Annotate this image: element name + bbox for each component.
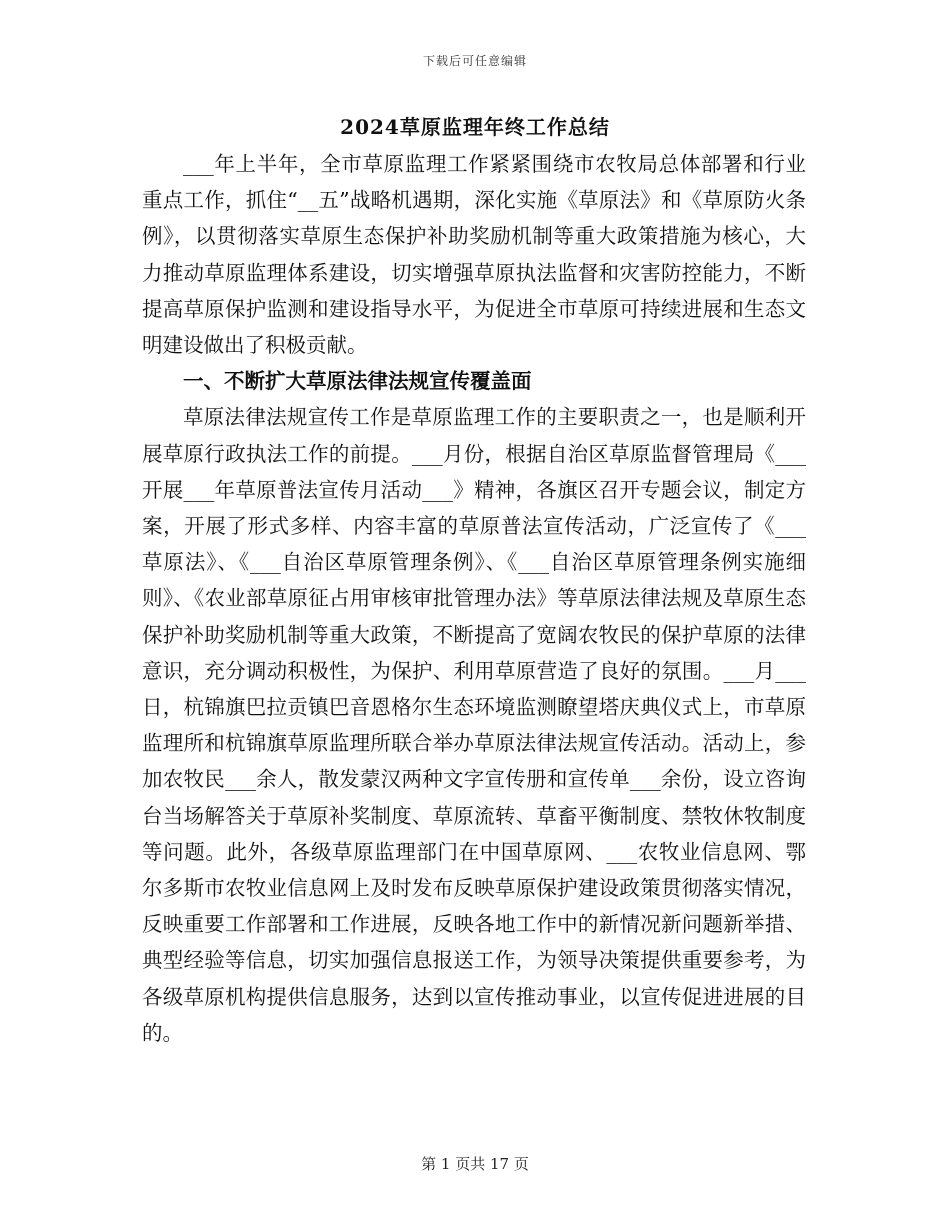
- intro-paragraph: ___年上半年，全市草原监理工作紧紧围绕市农牧局总体部署和行业重点工作，抓住“__五”战略机遇期，深化实施《草原法》和《草原防火条例》，以贯彻落实草原生态保护补助奖励机制等重大政策措施为核心，大力推动草原监理体系建设，切实增强草原执法监督和灾害防控能力，不断提高草原保护监测和建设指导水平，为促进全市草原可持续进展和生态文明建设做出了积极贡献。: [142, 152, 806, 358]
- section-heading: 一、不断扩大草原法律法规宣传覆盖面: [183, 369, 532, 394]
- header-note: 下载后可任意编辑: [422, 54, 527, 68]
- page-number: 第 1 页共 17 页: [421, 1155, 529, 1173]
- section-paragraph: 草原法律法规宣传工作是草原监理工作的主要职责之一，也是顺利开展草原行政执法工作的前提。___月份，根据自治区草原监督管理局《___开展___年草原普法宣传月活动___》精神，各旗区召开专题会议，制定方案，开展了形式多样、内容丰富的草原普法宣传活动，广泛宣传了《___草原法》、《___自治区草原管理条例》、《___自治区草原管理条例实施细则》、《农业部草原征占用审核审批管理办法》等草原法律法规及草原生态保护补助奖励机制等重大政策，不断提高了宽阔农牧民的保护草原的法律意识，充分调动积极性，为保护、利用草原营造了良好的氛围。___月___日，杭锦旗巴拉贡镇巴音恩格尔生态环境监测瞭望塔庆典仪式上，市草原监理所和杭锦旗草原监理所联合举办草原法律法规宣传活动。活动上，参加农牧民___余人，散发蒙汉两种文字宣传册和宣传单___余份，设立咨询台当场解答关于草原补奖制度、草原流转、草畜平衡制度、禁牧休牧制度等问题。此外，各级草原监理部门在中国草原网、___农牧业信息网、鄂尔多斯市农牧业信息网上及时发布反映草原保护建设政策贯彻落实情况，反映重要工作部署和工作进展，反映各地工作中的新情况新问题新举措、典型经验等信息，切实加强信息报送工作，为领导决策提供重要参考，为各级草原机构提供信息服务，达到以宣传推动事业，以宣传促进进展的目的。: [142, 405, 806, 1045]
- document-body: [142, 146, 806, 1051]
- document-title: 2024草原监理年终工作总结: [340, 115, 610, 139]
